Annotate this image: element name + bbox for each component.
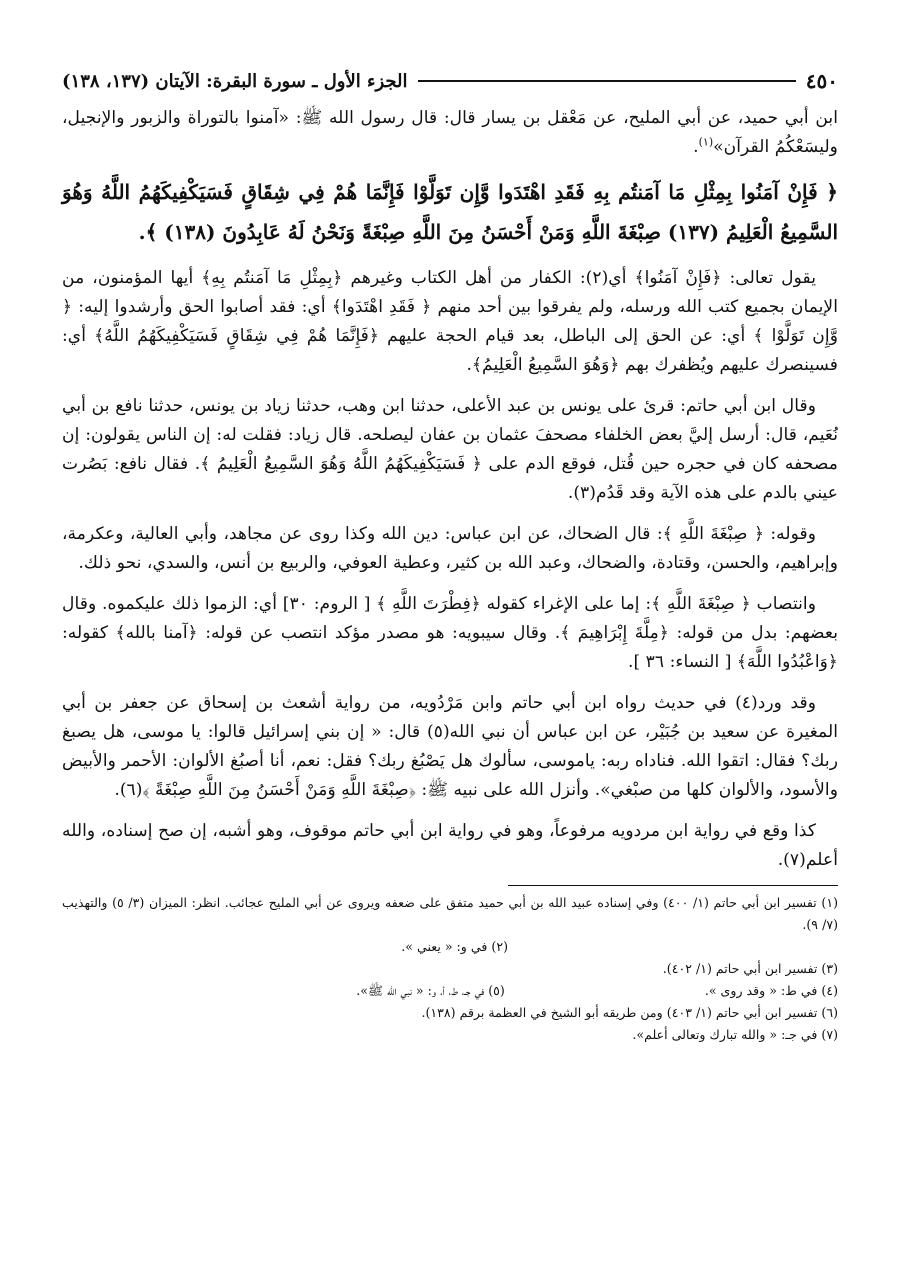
page-number: ٤٥٠	[805, 69, 838, 93]
footnote-2: (٢) في و: « يعني ».	[401, 939, 508, 954]
intro-paragraph: ابن أبي حميد، عن أبي المليح، عن مَعْقل بن يسار قال: قال رسول الله ﷺ: «آمنوا بالتوراة والزبور والإنجيل، وليسَعْكُمُ القرآن»$^{(١)}$.	[62, 108, 838, 157]
footnote-7: (٧) في جـ: « والله تبارك وتعالى أعلم».	[632, 1027, 838, 1042]
tafsir-paragraph-5: وقد ورد(٤) في حديث رواه ابن أبي حاتم وابن مَرْدُويه، من رواية أشعث بن إسحاق عن جعفر بن أبي المغيرة عن سعيد بن جُبَيْر، عن ابن عباس أن نبي الله(٥) قال: « إن بني إسرائيل قالوا: يا موسى، هل يصبغ ربك؟ فقال: اتقوا الله. فناداه ربه: ياموسى، سألوك هل يَصْبُغ ربك؟ فقل: نعم، أنا أصبُغ الألوان: الأحمر والأبيض والأسود، والألوان كلها من صبْغي». وأنزل الله على نبيه ﷺ: ﴿صِبْغَةَ اللَّهِ وَمَنْ أَحْسَنُ مِنَ اللَّهِ صِبْغَةً ﴾(٦).	[62, 693, 838, 800]
tafsir-paragraph-1: يقول تعالى: ﴿فَإِنْ آمَنُوا﴾ أي(٢): الكفار من أهل الكتاب وغيرهم ﴿بِمِثْلِ مَا آمَنتُم بِهِ﴾ أيها المؤمنون، من الإيمان بجميع كتب الله ورسله، ولم يفرقوا بين أحد منهم ﴿ فَقَدِ اهْتَدَوا﴾ أي: فقد أصابوا الحق وأرشدوا إليه: ﴿ وَّإِن تَوَلَّوْا ﴾ أي: عن الحق إلى الباطل، بعد قيام الحجة عليهم ﴿فَإِنَّمَا هُمْ فِي شِقَاقٍ فَسَيَكْفِيكَهُمُ اللَّهُ﴾ أي: فسينصرك عليهم ويُظفرك بهم ﴿وَهُوَ السَّمِيعُ الْعَلِيمُ﴾.	[62, 268, 838, 375]
tafsir-paragraph-2: وقال ابن أبي حاتم: قرئ على يونس بن عبد الأعلى، حدثنا ابن وهب، حدثنا زياد بن يونس، حدثنا نافع بن أبي نُعَيم، قال: أرسل إليَّ بعض الخلفاء مصحفَ عثمان بن عفان ليصلحه. قال زياد: فقلت له: إن الناس يقولون: إن مصحفه كان في حجره حين قُتل، فوقع الدم على ﴿ فَسَيَكْفِيكَهُمُ اللَّهُ وَهُوَ السَّمِيعُ الْعَلِيمُ ﴾. فقال نافع: بَصُرت عيني بالدم على هذه الآية وقد قَدُم(٣).	[62, 396, 838, 503]
page	[62, 66, 838, 1046]
tafsir-paragraph-4: وانتصاب ﴿ صِبْغَةَ اللَّهِ ﴾: إما على الإغراء كقوله ﴿فِطْرَتَ اللَّهِ ﴾ [ الروم: ٣٠] أي: الزموا ذلك عليكموه. وقال بعضهم: بدل من قوله: ﴿مِلَّةَ إِبْرَاهِيمَ ﴾. وقال سيبويه: هو مصدر مؤكد انتصب عن قوله: ﴿آمنا بالله﴾ كقوله: ﴿وَاعْبُدُوا اللَّهَ﴾ [ النساء: ٣٦ ].	[62, 594, 838, 672]
footnote-3: (٣) تفسير ابن أبي حاتم (١/ ٤٠٢).	[662, 961, 838, 976]
footnote-6: (٦) تفسير ابن أبي حاتم (١/ ٤٠٣) ومن طريقه أبو الشيخ في العظمة برقم (١٣٨).	[421, 1005, 838, 1020]
footnote-4: (٤) في ط: « وقد روى ».	[704, 983, 838, 998]
footnote-ref: (١)	[698, 135, 714, 149]
quran-verse: ﴿ فَإِنْ آمَنُوا بِمِثْلِ مَا آمَنتُم بِهِ فَقَدِ اهْتَدَوا وَّإِن تَوَلَّوْا فَإِنَّمَا هُمْ فِي شِقَاقٍ فَسَيَكْفِيكَهُمُ اللَّهُ وَهُوَ السَّمِيعُ الْعَلِيمُ (١٣٧) صِبْغَةَ اللَّهِ وَمَنْ أَحْسَنُ مِنَ اللَّهِ صِبْغَةً وَنَحْنُ لَهُ عَابِدُونَ (١٣٨) ﴾.	[62, 180, 838, 244]
footnote-5: (٥) في جـ، ط، أ، و: « نبي الله ﷺ».	[356, 983, 505, 998]
tafsir-paragraph-3: وقوله: ﴿ صِبْغَةَ اللَّهِ ﴾: قال الضحاك، عن ابن عباس: دين الله وكذا روى عن مجاهد، وأبي العالية، وعكرمة، وإبراهيم، والحسن، وقتادة، والضحاك، وعبد الله بن كثير، وعطية العوفي، والربيع بن أنس، والسدي، نحو ذلك.	[62, 524, 838, 573]
tafsir-paragraph-6: كذا وقع في رواية ابن مردويه مرفوعاً، وهو في رواية ابن أبي حاتم موقوف، وهو أشبه، إن صح إسناده، والله أعلم(٧).	[62, 821, 838, 870]
page-header	[62, 66, 838, 96]
header-rule	[418, 80, 796, 82]
running-title: الجزء الأول ـ سورة البقرة: الآيتان (١٣٧، ١٣٨)	[62, 70, 408, 92]
footnote-separator	[508, 885, 838, 886]
footnote-row-4-5	[62, 980, 838, 1002]
footnote-1: (١) تفسير ابن أبي حاتم (١/ ٤٠٠) وفي إسناده عبيد الله بن أبي حميد متفق على ضعفه ويروى عن أبي المليح عجائب. انظر: الميزان (٣/ ٥) والتهذيب (٧/ ٩).	[62, 895, 838, 932]
